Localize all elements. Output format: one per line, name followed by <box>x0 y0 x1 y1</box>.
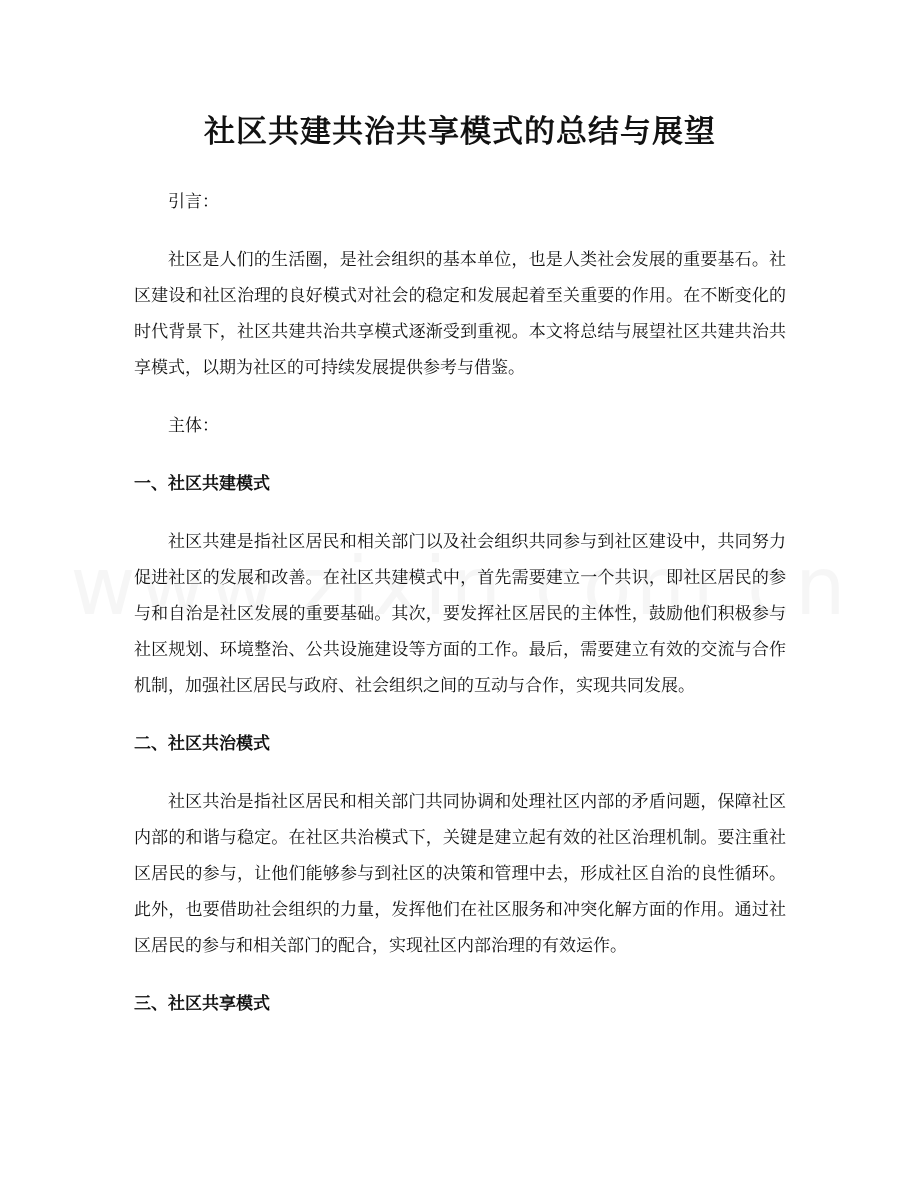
intro-label: 引言： <box>168 192 219 212</box>
section-heading-3: 三、社区共享模式 <box>134 994 270 1014</box>
section-paragraph-1: 社区共建是指社区居民和相关部门以及社会组织共同参与到社区建设中，共同努力促进社区的发展和改善。在社区共建模式中，首先需要建立一个共识，即社区居民的参与和自治是社区发展的重要基础。其次，要发挥社区居民的主体性，鼓励他们积极参与社区规划、环境整治、公共设施建设等方面的工作。最后，需要建立有效的交流与合作机制，加强社区居民与政府、社会组织之间的互动与合作，实现共同发展。 <box>134 532 786 696</box>
intro-paragraph: 社区是人们的生活圈，是社会组织的基本单位，也是人类社会发展的重要基石。社区建设和社区治理的良好模式对社会的稳定和发展起着至关重要的作用。在不断变化的时代背景下，社区共建共治共享模式逐渐受到重视。本文将总结与展望社区共建共治共享模式，以期为社区的可持续发展提供参考与借鉴。 <box>134 250 786 378</box>
document-title: 社区共建共治共享模式的总结与展望 <box>204 114 716 150</box>
section-paragraph-2: 社区共治是指社区居民和相关部门共同协调和处理社区内部的矛盾问题，保障社区内部的和谐与稳定。在社区共治模式下，关键是建立起有效的社区治理机制。要注重社区居民的参与，让他们能够参与到社区的决策和管理中去，形成社区自治的良性循环。此外，也要借助社会组织的力量，发挥他们在社区服务和冲突化解方面的作用。通过社区居民的参与和相关部门的配合，实现社区内部治理的有效运作。 <box>134 792 786 956</box>
section-heading-1: 一、社区共建模式 <box>134 474 270 494</box>
section-heading-2: 二、社区共治模式 <box>134 734 270 754</box>
document-body <box>134 184 786 1044</box>
body-label: 主体： <box>168 416 219 436</box>
